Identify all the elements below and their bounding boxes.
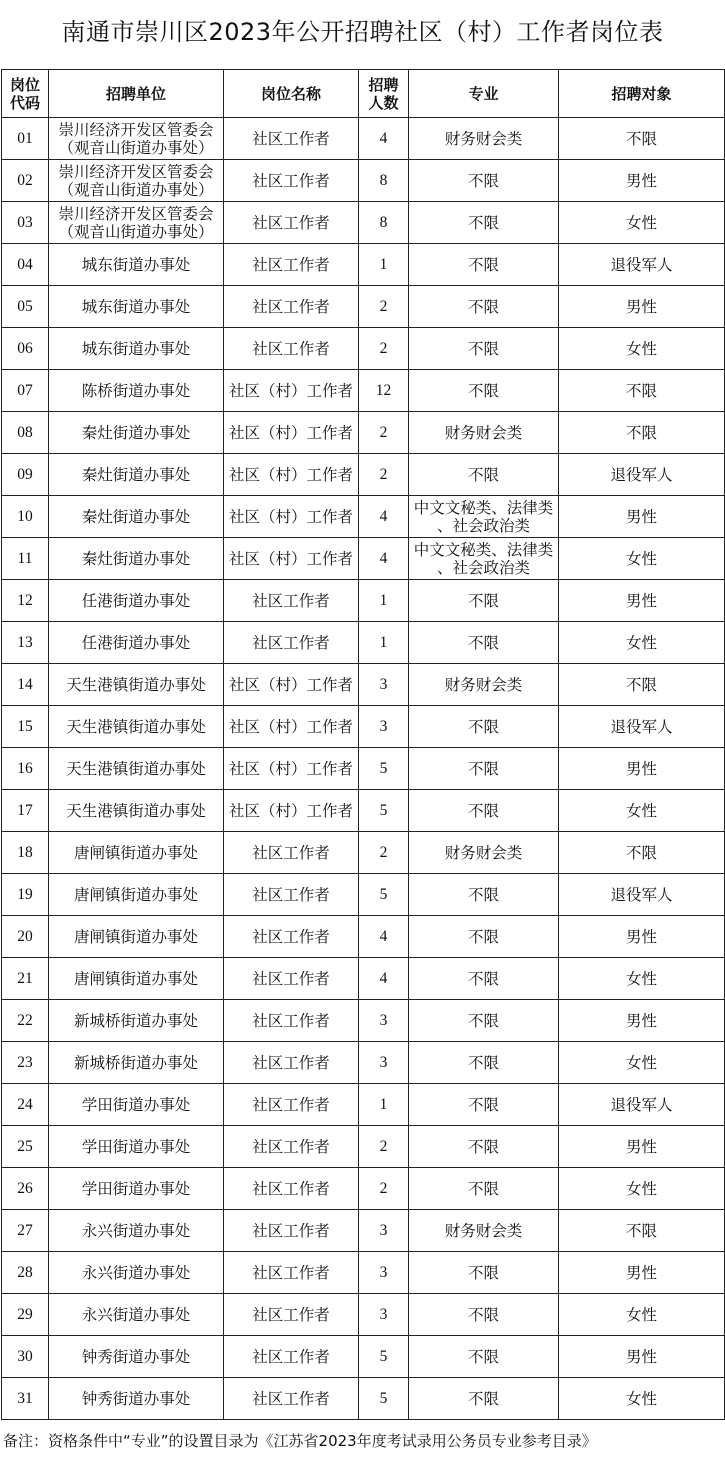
page-title: 南通市崇川区2023年公开招聘社区（村）工作者岗位表	[61, 18, 664, 46]
cell-unit: 任港街道办事处	[49, 622, 224, 664]
cell-unit: 学田街道办事处	[49, 1168, 224, 1210]
cell-target: 不限	[559, 412, 725, 454]
cell-code: 18	[2, 832, 49, 874]
cell-code: 19	[2, 874, 49, 916]
cell-position: 社区（村）工作者	[224, 790, 359, 832]
cell-position: 社区工作者	[224, 1084, 359, 1126]
cell-unit: 崇川经济开发区管委会 （观音山街道办事处）	[49, 118, 224, 160]
cell-code: 28	[2, 1252, 49, 1294]
cell-position: 社区工作者	[224, 160, 359, 202]
cell-target: 退役军人	[559, 1084, 725, 1126]
cell-count: 3	[359, 1252, 409, 1294]
table-row	[2, 1378, 725, 1420]
table-row	[2, 202, 725, 244]
cell-target: 男性	[559, 580, 725, 622]
cell-position: 社区工作者	[224, 958, 359, 1000]
cell-count: 3	[359, 1210, 409, 1252]
cell-unit: 新城桥街道办事处	[49, 1042, 224, 1084]
cell-major: 不限	[409, 580, 559, 622]
cell-code: 21	[2, 958, 49, 1000]
cell-unit: 永兴街道办事处	[49, 1210, 224, 1252]
cell-code: 23	[2, 1042, 49, 1084]
cell-code: 26	[2, 1168, 49, 1210]
cell-major: 不限	[409, 244, 559, 286]
cell-position: 社区（村）工作者	[224, 412, 359, 454]
table-row	[2, 580, 725, 622]
cell-unit: 学田街道办事处	[49, 1084, 224, 1126]
cell-target: 女性	[559, 538, 725, 580]
cell-target: 男性	[559, 1252, 725, 1294]
cell-count: 1	[359, 1084, 409, 1126]
table-row	[2, 244, 725, 286]
cell-code: 06	[2, 328, 49, 370]
cell-major: 不限	[409, 1126, 559, 1168]
cell-major: 不限	[409, 202, 559, 244]
cell-target: 男性	[559, 1336, 725, 1378]
cell-position: 社区工作者	[224, 874, 359, 916]
cell-major: 不限	[409, 454, 559, 496]
cell-unit: 城东街道办事处	[49, 328, 224, 370]
cell-unit: 永兴街道办事处	[49, 1294, 224, 1336]
cell-count: 3	[359, 706, 409, 748]
table-row	[2, 328, 725, 370]
cell-unit: 学田街道办事处	[49, 1126, 224, 1168]
cell-target: 男性	[559, 1126, 725, 1168]
table-row	[2, 160, 725, 202]
cell-code: 01	[2, 118, 49, 160]
table-row	[2, 874, 725, 916]
cell-count: 2	[359, 1126, 409, 1168]
cell-code: 27	[2, 1210, 49, 1252]
table-row	[2, 1084, 725, 1126]
table-row	[2, 412, 725, 454]
cell-target: 女性	[559, 1378, 725, 1420]
cell-major: 不限	[409, 160, 559, 202]
cell-code: 07	[2, 370, 49, 412]
table-row	[2, 706, 725, 748]
cell-position: 社区工作者	[224, 1168, 359, 1210]
cell-position: 社区工作者	[224, 1252, 359, 1294]
cell-count: 5	[359, 1336, 409, 1378]
cell-unit: 城东街道办事处	[49, 244, 224, 286]
cell-position: 社区工作者	[224, 328, 359, 370]
cell-count: 5	[359, 874, 409, 916]
cell-major: 不限	[409, 1294, 559, 1336]
cell-major: 不限	[409, 874, 559, 916]
header-unit: 招聘单位	[49, 70, 224, 118]
cell-position: 社区工作者	[224, 286, 359, 328]
cell-position: 社区（村）工作者	[224, 496, 359, 538]
cell-position: 社区工作者	[224, 832, 359, 874]
cell-unit: 崇川经济开发区管委会 （观音山街道办事处）	[49, 160, 224, 202]
cell-unit: 唐闸镇街道办事处	[49, 874, 224, 916]
cell-count: 5	[359, 790, 409, 832]
header-major: 专业	[409, 70, 559, 118]
cell-unit: 陈桥街道办事处	[49, 370, 224, 412]
cell-target: 退役军人	[559, 244, 725, 286]
cell-unit: 秦灶街道办事处	[49, 538, 224, 580]
cell-code: 09	[2, 454, 49, 496]
table-header-row	[2, 70, 725, 118]
table-row	[2, 832, 725, 874]
header-target: 招聘对象	[559, 70, 725, 118]
cell-unit: 唐闸镇街道办事处	[49, 958, 224, 1000]
cell-target: 女性	[559, 202, 725, 244]
table-row	[2, 790, 725, 832]
cell-code: 17	[2, 790, 49, 832]
header-code: 岗位 代码	[2, 70, 49, 118]
cell-major: 不限	[409, 790, 559, 832]
cell-major: 不限	[409, 1378, 559, 1420]
positions-table	[1, 69, 725, 1420]
cell-target: 男性	[559, 496, 725, 538]
cell-count: 3	[359, 1042, 409, 1084]
cell-code: 03	[2, 202, 49, 244]
cell-target: 男性	[559, 286, 725, 328]
cell-position: 社区工作者	[224, 1042, 359, 1084]
cell-count: 5	[359, 1378, 409, 1420]
cell-code: 22	[2, 1000, 49, 1042]
cell-target: 不限	[559, 832, 725, 874]
cell-position: 社区工作者	[224, 118, 359, 160]
cell-code: 02	[2, 160, 49, 202]
table-row	[2, 958, 725, 1000]
table-row	[2, 748, 725, 790]
cell-target: 男性	[559, 748, 725, 790]
cell-unit: 秦灶街道办事处	[49, 412, 224, 454]
cell-target: 女性	[559, 328, 725, 370]
cell-code: 12	[2, 580, 49, 622]
cell-target: 不限	[559, 370, 725, 412]
cell-code: 16	[2, 748, 49, 790]
cell-code: 14	[2, 664, 49, 706]
table-row	[2, 1168, 725, 1210]
cell-count: 8	[359, 202, 409, 244]
cell-count: 3	[359, 1294, 409, 1336]
cell-count: 2	[359, 832, 409, 874]
cell-count: 2	[359, 454, 409, 496]
cell-major: 不限	[409, 370, 559, 412]
cell-major: 中文文秘类、法律类 、社会政治类	[409, 496, 559, 538]
cell-unit: 唐闸镇街道办事处	[49, 916, 224, 958]
cell-major: 财务财会类	[409, 118, 559, 160]
cell-code: 29	[2, 1294, 49, 1336]
cell-position: 社区（村）工作者	[224, 664, 359, 706]
cell-count: 12	[359, 370, 409, 412]
cell-unit: 秦灶街道办事处	[49, 496, 224, 538]
cell-count: 4	[359, 538, 409, 580]
cell-major: 财务财会类	[409, 412, 559, 454]
header-position: 岗位名称	[224, 70, 359, 118]
cell-major: 不限	[409, 706, 559, 748]
cell-code: 31	[2, 1378, 49, 1420]
cell-position: 社区工作者	[224, 916, 359, 958]
cell-position: 社区工作者	[224, 580, 359, 622]
cell-major: 财务财会类	[409, 664, 559, 706]
header-count: 招聘 人数	[359, 70, 409, 118]
table-row	[2, 118, 725, 160]
cell-code: 04	[2, 244, 49, 286]
cell-unit: 新城桥街道办事处	[49, 1000, 224, 1042]
cell-code: 20	[2, 916, 49, 958]
table-row	[2, 664, 725, 706]
cell-position: 社区工作者	[224, 1336, 359, 1378]
cell-unit: 秦灶街道办事处	[49, 454, 224, 496]
table-row	[2, 1126, 725, 1168]
footnote: 备注：资格条件中“专业”的设置目录为《江苏省2023年度考试录用公务员专业参考目录》	[3, 1432, 597, 1450]
cell-count: 3	[359, 1000, 409, 1042]
cell-unit: 城东街道办事处	[49, 286, 224, 328]
cell-count: 4	[359, 118, 409, 160]
cell-major: 不限	[409, 286, 559, 328]
cell-unit: 唐闸镇街道办事处	[49, 832, 224, 874]
cell-major: 不限	[409, 1000, 559, 1042]
cell-target: 不限	[559, 1210, 725, 1252]
cell-position: 社区（村）工作者	[224, 706, 359, 748]
table-row	[2, 1336, 725, 1378]
cell-position: 社区工作者	[224, 1378, 359, 1420]
cell-target: 女性	[559, 1042, 725, 1084]
cell-position: 社区工作者	[224, 202, 359, 244]
cell-code: 08	[2, 412, 49, 454]
cell-count: 4	[359, 958, 409, 1000]
cell-count: 2	[359, 412, 409, 454]
cell-target: 退役军人	[559, 706, 725, 748]
cell-count: 2	[359, 328, 409, 370]
cell-code: 25	[2, 1126, 49, 1168]
cell-count: 4	[359, 916, 409, 958]
cell-major: 财务财会类	[409, 1210, 559, 1252]
cell-major: 不限	[409, 1336, 559, 1378]
cell-count: 1	[359, 622, 409, 664]
cell-count: 1	[359, 244, 409, 286]
table-row	[2, 538, 725, 580]
table-row	[2, 496, 725, 538]
cell-position: 社区（村）工作者	[224, 370, 359, 412]
table-row	[2, 1000, 725, 1042]
cell-count: 2	[359, 286, 409, 328]
table-row	[2, 1042, 725, 1084]
cell-code: 10	[2, 496, 49, 538]
cell-major: 不限	[409, 958, 559, 1000]
cell-target: 女性	[559, 1294, 725, 1336]
table-row	[2, 286, 725, 328]
table-row	[2, 1252, 725, 1294]
cell-count: 8	[359, 160, 409, 202]
cell-position: 社区工作者	[224, 1126, 359, 1168]
cell-code: 24	[2, 1084, 49, 1126]
table-row	[2, 622, 725, 664]
cell-target: 女性	[559, 790, 725, 832]
cell-code: 30	[2, 1336, 49, 1378]
cell-major: 不限	[409, 1252, 559, 1294]
cell-count: 3	[359, 664, 409, 706]
table-body	[2, 118, 725, 1420]
cell-target: 女性	[559, 622, 725, 664]
cell-position: 社区工作者	[224, 622, 359, 664]
cell-major: 不限	[409, 622, 559, 664]
cell-major: 中文文秘类、法律类 、社会政治类	[409, 538, 559, 580]
cell-position: 社区工作者	[224, 244, 359, 286]
cell-position: 社区（村）工作者	[224, 454, 359, 496]
cell-code: 13	[2, 622, 49, 664]
cell-unit: 任港街道办事处	[49, 580, 224, 622]
cell-target: 男性	[559, 1000, 725, 1042]
cell-position: 社区工作者	[224, 1000, 359, 1042]
cell-count: 4	[359, 496, 409, 538]
cell-code: 11	[2, 538, 49, 580]
cell-position: 社区（村）工作者	[224, 538, 359, 580]
cell-unit: 天生港镇街道办事处	[49, 664, 224, 706]
cell-major: 财务财会类	[409, 832, 559, 874]
cell-unit: 天生港镇街道办事处	[49, 748, 224, 790]
cell-target: 女性	[559, 1168, 725, 1210]
cell-count: 2	[359, 1168, 409, 1210]
cell-target: 男性	[559, 916, 725, 958]
cell-count: 5	[359, 748, 409, 790]
cell-unit: 天生港镇街道办事处	[49, 790, 224, 832]
cell-code: 15	[2, 706, 49, 748]
table-row	[2, 454, 725, 496]
cell-target: 不限	[559, 118, 725, 160]
cell-target: 不限	[559, 664, 725, 706]
cell-major: 不限	[409, 1042, 559, 1084]
cell-unit: 永兴街道办事处	[49, 1252, 224, 1294]
cell-unit: 钟秀街道办事处	[49, 1378, 224, 1420]
cell-position: 社区（村）工作者	[224, 748, 359, 790]
cell-target: 男性	[559, 160, 725, 202]
cell-count: 1	[359, 580, 409, 622]
cell-major: 不限	[409, 1084, 559, 1126]
table-row	[2, 916, 725, 958]
cell-unit: 崇川经济开发区管委会 （观音山街道办事处）	[49, 202, 224, 244]
table-row	[2, 1210, 725, 1252]
cell-major: 不限	[409, 1168, 559, 1210]
cell-position: 社区工作者	[224, 1210, 359, 1252]
table-row	[2, 370, 725, 412]
cell-major: 不限	[409, 748, 559, 790]
cell-code: 05	[2, 286, 49, 328]
cell-target: 退役军人	[559, 454, 725, 496]
cell-unit: 钟秀街道办事处	[49, 1336, 224, 1378]
cell-major: 不限	[409, 916, 559, 958]
cell-major: 不限	[409, 328, 559, 370]
cell-unit: 天生港镇街道办事处	[49, 706, 224, 748]
cell-target: 退役军人	[559, 874, 725, 916]
table-row	[2, 1294, 725, 1336]
cell-target: 女性	[559, 958, 725, 1000]
cell-position: 社区工作者	[224, 1294, 359, 1336]
